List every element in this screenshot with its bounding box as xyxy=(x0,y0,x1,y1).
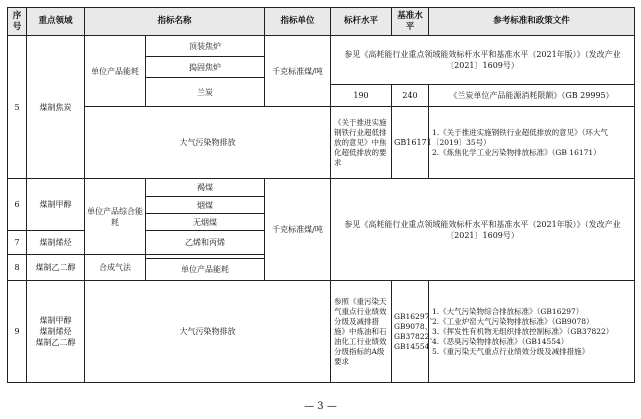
indicator-item: 顶装焦炉 xyxy=(146,36,265,57)
indicator-item: 兰炭 xyxy=(146,78,265,107)
reference-cell: 参见《高耗能行业重点领域能效标杆水平和基准水平（2021年版）》（发改产业〔2021〕1609号） xyxy=(331,179,635,281)
indicator-item: 烟煤 xyxy=(146,197,265,214)
seq-cell: 5 xyxy=(8,36,27,179)
benchmark-cell: 《关于推进实施钢铁行业超低排放的意见》中焦化超低排放的要求 xyxy=(331,107,392,179)
table-row xyxy=(8,36,635,57)
header-unit: 指标单位 xyxy=(265,8,331,36)
indicator-group-cell: 单位产品能耗 xyxy=(85,36,146,107)
header-benchmark: 标杆水平 xyxy=(331,8,392,36)
field-cell: 煤制烯烃 xyxy=(27,231,85,255)
reference-cell: 1.《关于推进实施钢铁行业超低排放的意见》（环大气〔2019〕35号） 2.《炼焦化学工业污染物排放标准》（GB 16171） xyxy=(429,107,635,179)
seq-cell: 7 xyxy=(8,231,27,255)
seq-cell: 8 xyxy=(8,255,27,281)
pollution-cell: 大气污染物排放 xyxy=(85,107,331,179)
standards-table xyxy=(7,7,635,383)
indicator-item: 无烟煤 xyxy=(146,214,265,231)
benchmark-cell: 参照《重污染天气重点行业绩效分级及减排措施》中炼油和石油化工行业绩效分级指标的A级要求 xyxy=(331,281,392,383)
benchmark-cell: 190 xyxy=(331,85,392,107)
indicator-group-cell: 单位产品能耗 xyxy=(146,259,265,281)
indicator-group-cell: 单位产品综合能耗 xyxy=(85,179,146,255)
field-cell: 煤制乙二醇 xyxy=(27,255,85,281)
seq-cell: 6 xyxy=(8,179,27,231)
baseline-cell: 240 xyxy=(392,85,429,107)
header-seq: 序号 xyxy=(8,8,27,36)
header-indicator: 指标名称 xyxy=(85,8,265,36)
unit-cell: 千克标准煤/吨 xyxy=(265,36,331,107)
header-field: 重点领域 xyxy=(27,8,85,36)
field-cell: 煤制甲醇 煤制烯烃 煤制乙二醇 xyxy=(27,281,85,383)
table-row xyxy=(8,179,635,197)
header-baseline: 基准水平 xyxy=(392,8,429,36)
header-reference: 参考标准和政策文件 xyxy=(429,8,635,36)
unit-cell: 千克标准煤/吨 xyxy=(265,179,331,281)
seq-cell: 9 xyxy=(8,281,27,383)
field-cell: 煤制焦炭 xyxy=(27,36,85,179)
table-row xyxy=(8,281,635,383)
pollution-cell: 大气污染物排放 xyxy=(85,281,331,383)
baseline-cell: GB16297、GB9078、GB37822、GB14554 xyxy=(392,281,429,383)
indicator-item: 乙烯和丙烯 xyxy=(146,231,265,255)
reference-cell: 参见《高耗能行业重点领域能效标杆水平和基准水平（2021年版）》（发改产业〔2021〕1609号） xyxy=(331,36,635,85)
baseline-cell: GB16171 xyxy=(392,107,429,179)
reference-cell: 1.《大气污染物综合排放标准》（GB16297） 2.《工业炉窑大气污染物排放标准》（GB9078） 3.《挥发性有机物无组织排放控制标准》（GB37822） 4.《恶臭污染物排放标准》（GB14554） 5.《重污染天气重点行业绩效分级及减排措施》 xyxy=(429,281,635,383)
page-number: — 3 — xyxy=(304,401,337,412)
indicator-item: 褐煤 xyxy=(146,179,265,197)
table-row xyxy=(8,107,635,179)
indicator-item: 捣固焦炉 xyxy=(146,57,265,78)
reference-cell: 《兰炭单位产品能源消耗限额》（GB 29995） xyxy=(429,85,635,107)
field-cell: 煤制甲醇 xyxy=(27,179,85,231)
header-row xyxy=(8,8,635,36)
indicator-item: 合成气法 xyxy=(85,255,146,281)
